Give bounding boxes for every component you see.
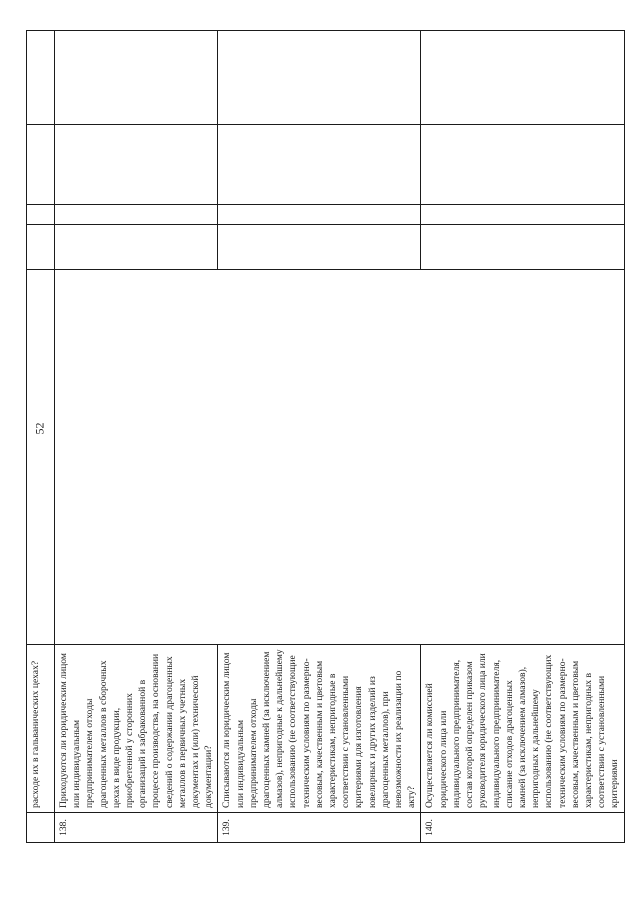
- answer-yes-cell: [218, 225, 421, 270]
- not-applicable-cell: [55, 125, 218, 205]
- answer-no-cell: [421, 205, 624, 225]
- requisites-cell: [55, 270, 625, 645]
- table-row: [55, 31, 218, 843]
- question-text: Осуществляется ли комиссией юридического лица или индивидуального предпринимателя, состав которой определен приказом руководителя юридического лица или индивидуального предпринимателя, списание отходов драгоценных камней (за исключением алмазов), непригодных к дальнейшему использованию (не соответствующих техническим условиям по размерно-весовым, качественным и цветовым характеристикам, непригодных в соответствии с установленными критериями: [421, 645, 624, 813]
- answer-no-cell: [218, 205, 421, 225]
- not-applicable-cell: [421, 125, 624, 205]
- checklist-table: [26, 30, 625, 843]
- row-number: 139.: [218, 813, 421, 843]
- row-number: 138.: [55, 813, 218, 843]
- row-number: 140.: [421, 813, 624, 843]
- answer-yes-cell: [421, 225, 624, 270]
- answer-no-cell: [27, 205, 55, 225]
- note-cell: [421, 31, 624, 125]
- page-number: 52: [32, 422, 47, 435]
- answer-yes-cell: [55, 225, 218, 270]
- answer-yes-cell: [27, 225, 55, 270]
- table-row: [27, 31, 55, 843]
- note-cell: [55, 31, 218, 125]
- question-text: расходе их в гальванических цехах?: [27, 645, 55, 813]
- requisites-cell: [27, 270, 55, 645]
- answer-no-cell: [55, 205, 218, 225]
- row-number: [27, 813, 55, 843]
- checklist-table-rotated: [26, 31, 621, 843]
- not-applicable-cell: [218, 125, 421, 205]
- not-applicable-cell: [27, 125, 55, 205]
- note-cell: [27, 31, 55, 125]
- question-text: Списываются ли юридическим лицом или индивидуальным предпринимателем отходы драгоценных камней (за исключением алмазов), непригодные к дальнейшему использованию (не соответствующие техническим условиям по размерно-весовым, качественным и цветовым характеристикам, непригодные в соответствии с установленными критериями для изготовления ювелирных и других изделий из драгоценных металлов), при невозможности их реализации по акту?: [218, 645, 421, 813]
- note-cell: [218, 31, 421, 125]
- question-text: Приходуются ли юридическим лицом или индивидуальным предпринимателем отходы драгоценных металлов в сборочных цехах в виде продукции, приобретенной у сторонних организаций и забракованной в процессе производства, на основании сведений о содержании драгоценных металлов в первичных учетных документах и (или) технической документации?: [55, 645, 218, 813]
